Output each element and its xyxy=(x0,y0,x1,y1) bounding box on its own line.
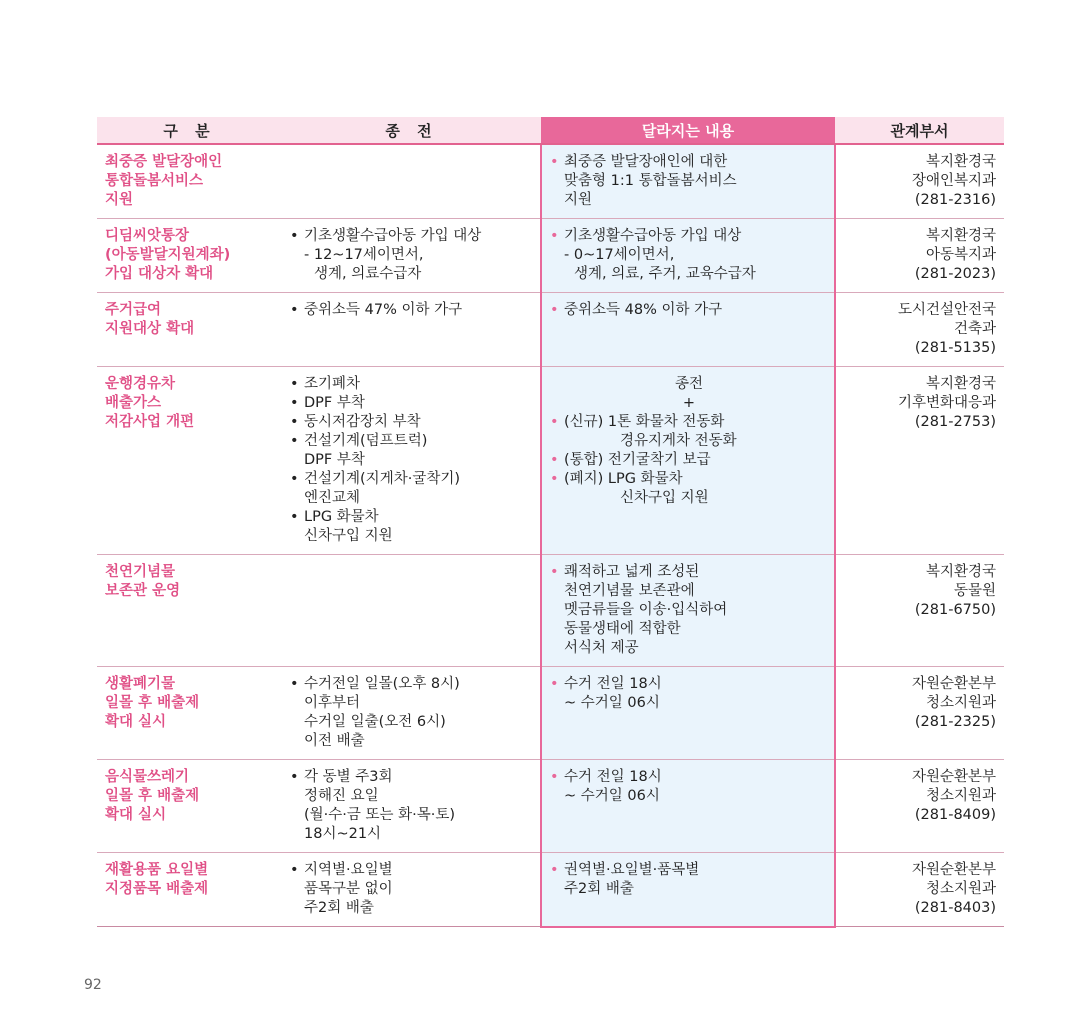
before-continuation: (월·수·금 또는 화·목·토) xyxy=(304,807,456,823)
category-line: 확대 실시 xyxy=(105,807,167,823)
before-bullet: • 기초생활수급아동 가입 대상 xyxy=(290,227,534,246)
before-continuation: 엔진교체 xyxy=(304,490,361,506)
table-row xyxy=(97,760,1004,853)
changes-bullet: • 최중증 발달장애인에 대한 xyxy=(550,153,828,172)
department-line: 청소지원과 xyxy=(925,695,996,711)
category-line: 재활용품 요일별 xyxy=(105,862,209,878)
category-cell xyxy=(97,667,282,760)
department-line: (281-2023) xyxy=(914,266,996,282)
department-line: 도시건설안전국 xyxy=(897,302,996,318)
changes-continuation: 맞춤형 1:1 통합돌봄서비스 xyxy=(564,173,737,189)
before-continuation: 신차구입 지원 xyxy=(304,528,393,544)
table-row xyxy=(97,293,1004,367)
category-line: 최중증 발달장애인 xyxy=(105,154,223,170)
changes-bullet: • 수거 전일 18시 xyxy=(550,675,828,694)
category-line: 운행경유차 xyxy=(105,376,176,392)
changes-continuation: 천연기념물 보존관에 xyxy=(564,583,695,599)
before-continuation: 품목구분 없이 xyxy=(304,881,393,897)
department-line: 청소지원과 xyxy=(925,788,996,804)
table-body xyxy=(97,144,1004,927)
category-line: 저감사업 개편 xyxy=(105,414,195,430)
changes-cell xyxy=(541,760,835,853)
department-line: 복지환경국 xyxy=(925,154,996,170)
changes-cell xyxy=(541,219,835,293)
department-line: 자원순환본부 xyxy=(911,676,996,692)
changes-cell xyxy=(541,367,835,555)
category-line: 생활폐기물 xyxy=(105,676,176,692)
department-line: (281-2325) xyxy=(914,714,996,730)
before-bullet: • 각 동별 주3회 xyxy=(290,768,534,787)
category-line: 가입 대상자 확대 xyxy=(105,266,214,282)
before-continuation: 이전 배출 xyxy=(304,733,365,749)
category-line: 지정품목 배출제 xyxy=(105,881,209,897)
changes-continuation: 신차구입 지원 xyxy=(620,490,709,506)
header-category: 구 분 xyxy=(97,117,282,144)
before-continuation: DPF 부착 xyxy=(304,452,365,468)
department-line: 청소지원과 xyxy=(925,881,996,897)
department-line: (281-6750) xyxy=(914,602,996,618)
category-line: 일몰 후 배출제 xyxy=(105,788,200,804)
table-row xyxy=(97,219,1004,293)
changes-bullet: • 수거 전일 18시 xyxy=(550,768,828,787)
changes-center-line: + xyxy=(682,395,696,411)
changes-continuation: 동물생태에 적합한 xyxy=(564,621,681,637)
changes-continuation: 멧금류들을 이송·입식하여 xyxy=(564,602,728,618)
category-cell xyxy=(97,367,282,555)
department-line: 장애인복지과 xyxy=(911,173,996,189)
changes-center-line: 종전 xyxy=(674,376,703,392)
changes-cell xyxy=(541,853,835,927)
changes-continuation: ~ 수거일 06시 xyxy=(564,788,660,804)
before-cell xyxy=(282,853,541,927)
department-cell xyxy=(835,293,1004,367)
category-line: 일몰 후 배출제 xyxy=(105,695,200,711)
category-line: 음식물쓰레기 xyxy=(105,769,190,785)
department-line: 복지환경국 xyxy=(925,564,996,580)
category-line: (아동발달지원계좌) xyxy=(105,247,231,263)
changes-continuation: 생계, 의료, 주거, 교육수급자 xyxy=(574,266,756,282)
before-bullet: • 조기폐차 xyxy=(290,375,534,394)
table-row xyxy=(97,853,1004,927)
changes-cell xyxy=(541,293,835,367)
category-line: 천연기념물 xyxy=(105,564,176,580)
changes-continuation: 서식처 제공 xyxy=(564,640,639,656)
table-row xyxy=(97,555,1004,667)
changes-cell xyxy=(541,555,835,667)
changes-cell xyxy=(541,144,835,219)
changes-bullet: • (통합) 전기굴착기 보급 xyxy=(550,451,828,470)
policy-change-table xyxy=(97,117,1004,928)
department-cell xyxy=(835,367,1004,555)
category-cell xyxy=(97,293,282,367)
department-cell xyxy=(835,144,1004,219)
before-continuation: 생계, 의료수급자 xyxy=(314,266,422,282)
category-line: 지원 xyxy=(105,192,134,208)
table-row xyxy=(97,667,1004,760)
before-cell xyxy=(282,144,541,219)
header-before: 종 전 xyxy=(282,117,541,144)
department-line: (281-2753) xyxy=(914,414,996,430)
changes-continuation: 주2회 배출 xyxy=(564,881,634,897)
department-line: (281-2316) xyxy=(914,192,996,208)
before-bullet: • 수거전일 일몰(오후 8시) xyxy=(290,675,534,694)
changes-continuation: 지원 xyxy=(564,192,593,208)
before-bullet: • 지역별·요일별 xyxy=(290,861,534,880)
category-cell xyxy=(97,144,282,219)
department-cell xyxy=(835,667,1004,760)
table-row xyxy=(97,367,1004,555)
category-line: 보존관 운영 xyxy=(105,583,181,599)
category-line: 디딤씨앗통장 xyxy=(105,228,190,244)
changes-bullet: • 권역별·요일별·품목별 xyxy=(550,861,828,880)
category-line: 주거급여 xyxy=(105,302,162,318)
department-line: 복지환경국 xyxy=(925,376,996,392)
before-bullet: • 건설기계(덤프트럭) xyxy=(290,432,534,451)
changes-bullet: • 기초생활수급아동 가입 대상 xyxy=(550,227,828,246)
table-row xyxy=(97,144,1004,219)
before-bullet: • 동시저감장치 부착 xyxy=(290,413,534,432)
department-line: 복지환경국 xyxy=(925,228,996,244)
changes-continuation: ~ 수거일 06시 xyxy=(564,695,660,711)
before-cell xyxy=(282,293,541,367)
before-continuation: 이후부터 xyxy=(304,695,361,711)
changes-table xyxy=(97,117,1004,928)
changes-bullet: • (폐지) LPG 화물차 xyxy=(550,470,828,489)
changes-cell xyxy=(541,667,835,760)
before-bullet: • LPG 화물차 xyxy=(290,508,534,527)
category-cell xyxy=(97,555,282,667)
header-department: 관계부서 xyxy=(835,117,1004,144)
before-cell xyxy=(282,667,541,760)
before-continuation: 18시~21시 xyxy=(304,826,382,842)
before-cell xyxy=(282,219,541,293)
before-bullet: • 건설기계(지게차·굴착기) xyxy=(290,470,534,489)
department-line: 아동복지과 xyxy=(925,247,996,263)
before-bullet: • DPF 부착 xyxy=(290,394,534,413)
changes-continuation: 경유지게차 전동화 xyxy=(620,433,737,449)
page-number: 92 xyxy=(84,977,102,993)
before-continuation: 수거일 일출(오전 6시) xyxy=(304,714,446,730)
department-cell xyxy=(835,555,1004,667)
category-line: 확대 실시 xyxy=(105,714,167,730)
category-cell xyxy=(97,760,282,853)
before-cell xyxy=(282,367,541,555)
department-line: (281-8409) xyxy=(914,807,996,823)
category-line: 통합돌봄서비스 xyxy=(105,173,204,189)
table-header-row xyxy=(97,117,1004,144)
before-continuation: 주2회 배출 xyxy=(304,900,374,916)
changes-bullet: • 중위소득 48% 이하 가구 xyxy=(550,301,828,320)
before-continuation: 정해진 요일 xyxy=(304,788,379,804)
department-line: 건축과 xyxy=(953,321,996,337)
before-continuation: - 12~17세이면서, xyxy=(304,247,424,263)
changes-bullet: • 쾌적하고 넓게 조성된 xyxy=(550,563,828,582)
category-line: 지원대상 확대 xyxy=(105,321,195,337)
category-line: 배출가스 xyxy=(105,395,162,411)
department-cell xyxy=(835,219,1004,293)
department-line: (281-5135) xyxy=(914,340,996,356)
category-cell xyxy=(97,853,282,927)
department-cell xyxy=(835,760,1004,853)
department-cell xyxy=(835,853,1004,927)
department-line: 기후변화대응과 xyxy=(897,395,996,411)
department-line: 자원순환본부 xyxy=(911,862,996,878)
department-line: (281-8403) xyxy=(914,900,996,916)
department-line: 동물원 xyxy=(953,583,996,599)
changes-bullet: • (신규) 1톤 화물차 전동화 xyxy=(550,413,828,432)
before-cell xyxy=(282,760,541,853)
department-line: 자원순환본부 xyxy=(911,769,996,785)
header-changes: 달라지는 내용 xyxy=(541,117,835,144)
category-cell xyxy=(97,219,282,293)
before-cell xyxy=(282,555,541,667)
changes-continuation: - 0~17세이면서, xyxy=(564,247,675,263)
before-bullet: • 중위소득 47% 이하 가구 xyxy=(290,301,534,320)
